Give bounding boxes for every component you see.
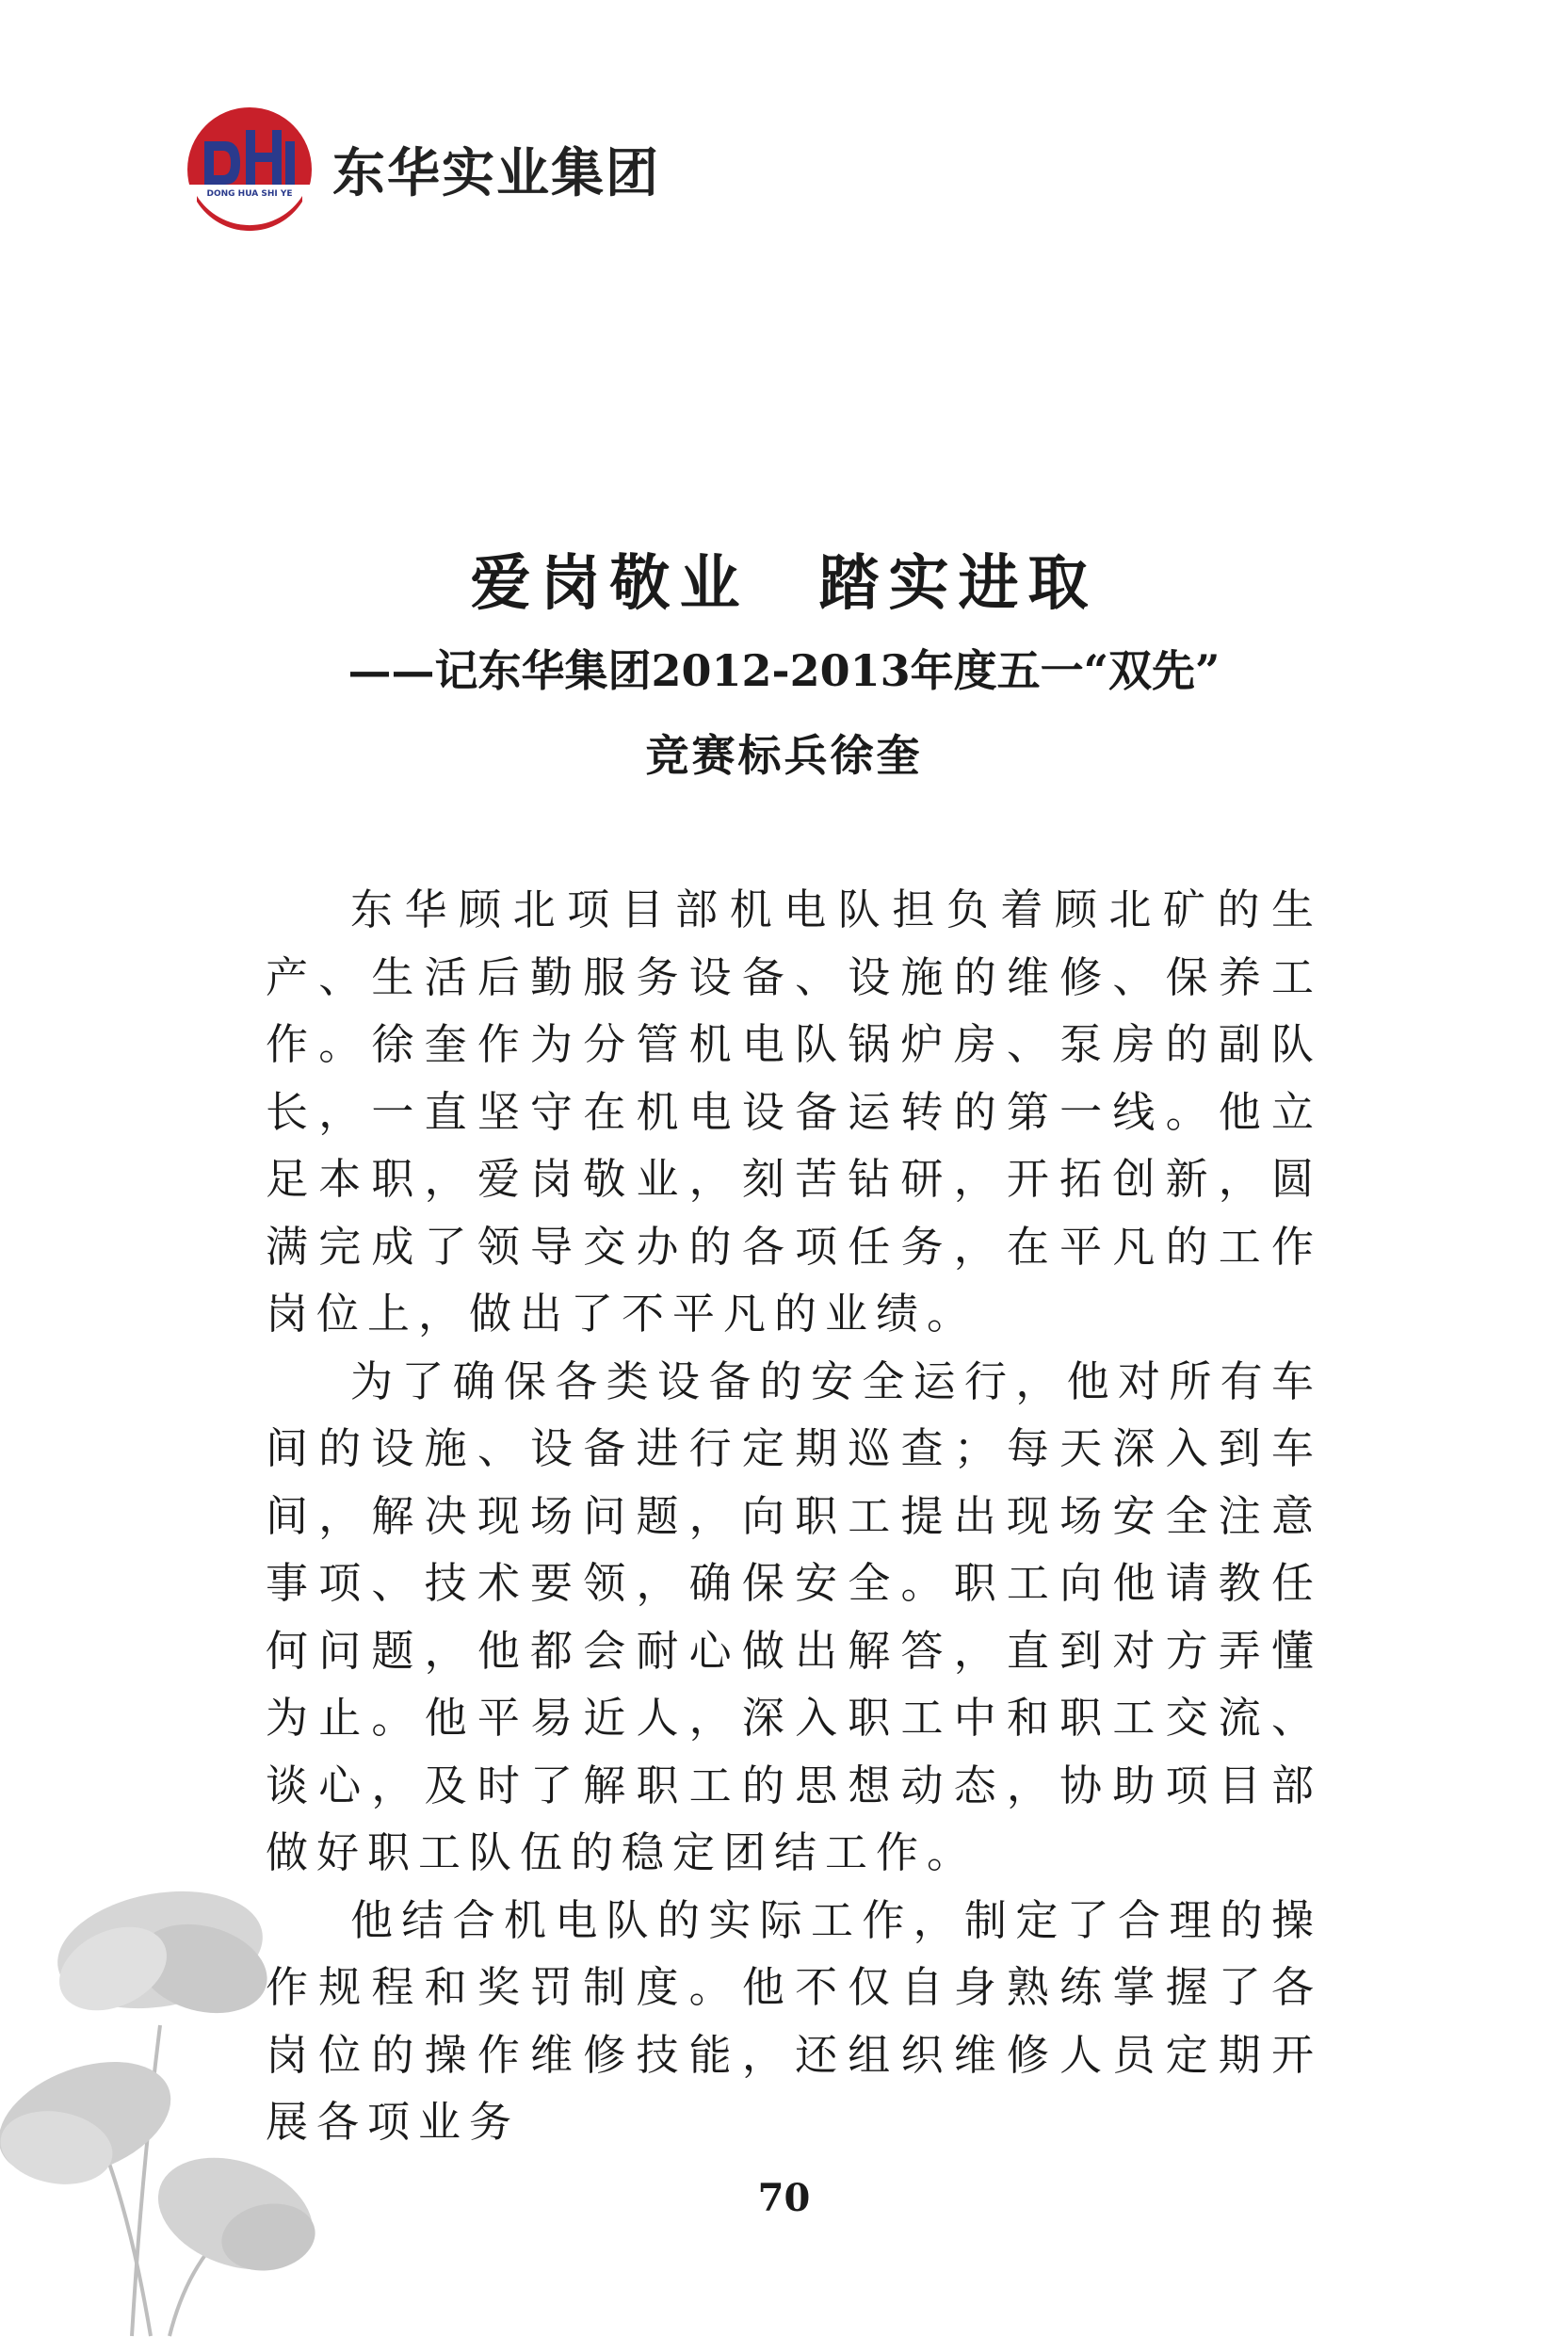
logo-caption: DONG HUA SHI YE xyxy=(206,189,293,199)
article-subtitle-line1: ——记东华集团2012-2013年度五一“双先” xyxy=(348,645,1220,696)
page-header xyxy=(184,104,660,235)
article-body xyxy=(266,876,1322,2156)
article-title: 爱岗敬业 踏实进取 xyxy=(470,548,1098,619)
article-heading xyxy=(0,542,1568,791)
article-paragraph: 他结合机电队的实际工作，制定了合理的操作规程和奖罚制度。他不仅自身熟练掌握了各岗位的操作维修技能，还组织维修人员定期开展各项业务 xyxy=(266,1894,1322,2147)
article-paragraph: 东华顾北项目部机电队担负着顾北矿的生产、生活后勤服务设备、设施的维修、保养工作。徐奎作为分管机电队锅炉房、泵房的副队长，一直坚守在机电设备运转的第一线。他立足本职，爱岗敬业，刻苦钻研，开拓创新，圆满完成了领导交办的各项任务，在平凡的工作岗位上，做出了不平凡的业绩。 xyxy=(266,884,1322,1339)
brand-name: 东华实业集团 xyxy=(332,143,660,204)
article-subtitle-line2: 竞赛标兵徐奎 xyxy=(645,730,923,781)
flower-decoration-icon xyxy=(0,1865,320,2337)
article-paragraph: 为了确保各类设备的安全运行，他对所有车间的设施、设备进行定期巡查；每天深入到车间，解决现场问题，向职工提出现场安全注意事项、技术要领，确保安全。职工向他请教任何问题，他都会耐心做出解答，直到对方弄懂为止。他平易近人，深入职工中和职工交流、谈心，及时了解职工的思想动态，协助项目部做好职工队伍的稳定团结工作。 xyxy=(266,1355,1322,1877)
donghua-logo-icon xyxy=(184,104,315,235)
page-number: 70 xyxy=(757,2176,811,2220)
